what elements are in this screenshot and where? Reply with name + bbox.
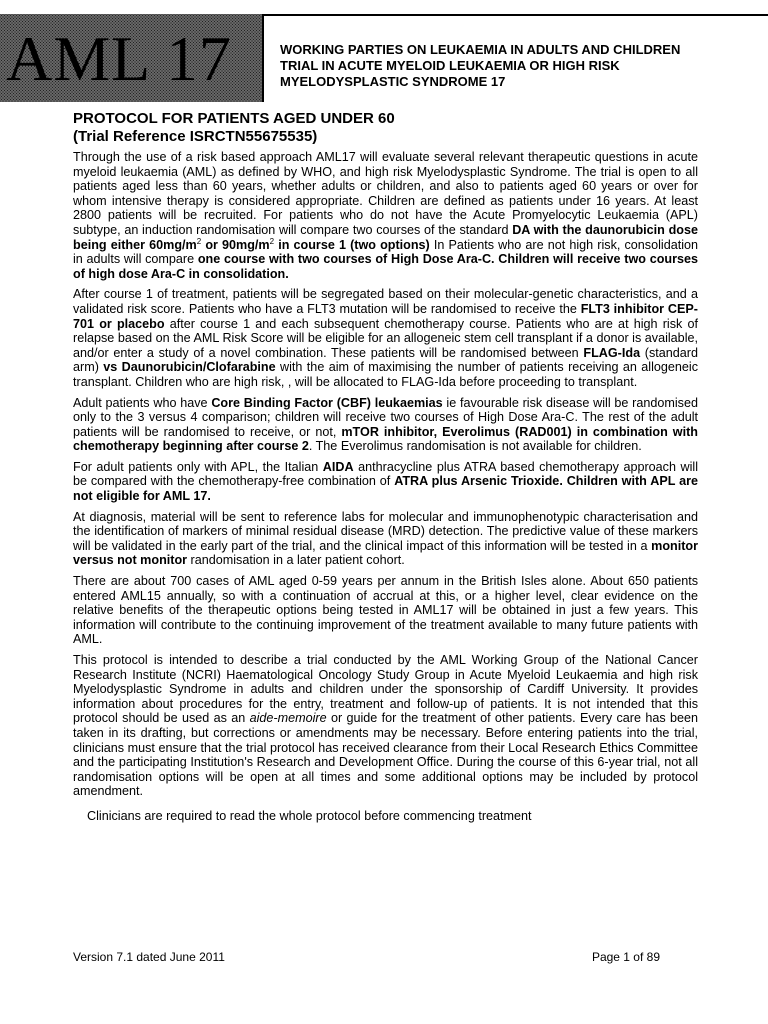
header-title-line: TRIAL IN ACUTE MYELOID LEUKAEMIA OR HIGH RISK — [280, 58, 620, 73]
header-title-line: WORKING PARTIES ON LEUKAEMIA IN ADULTS AND CHILDREN — [280, 42, 681, 57]
protocol-title: PROTOCOL FOR PATIENTS AGED UNDER 60 — [73, 110, 395, 127]
trial-reference: (Trial Reference ISRCTN55675535) — [73, 128, 318, 145]
header-rule-vertical — [262, 14, 264, 102]
header-title — [280, 42, 750, 90]
trial-logo: AML 17 — [6, 23, 232, 94]
document-body — [73, 110, 698, 824]
paragraph-overview: Through the use of a risk based approach AML17 will evaluate several relevant therapeutic questions in acute myeloid leukaemia (AML) as defined by WHO, and high risk Myelodysplastic Syndrome. The trial is open to all patients aged less than 60 years, whether adults or children, and also to patients aged 60 years or over for whom intensive therapy is considered appropriate. Children are defined as patients under 16 years. At least 2800 patients will be recruited. For patients who do not have the Acute Promyelocytic Leukaemia (APL) subtype, an induction randomisation will compare two courses of the standard DA with the daunorubicin dose being either $60mg/m^2$ or $90mg/m^2$ in course 1 (two options) In Patients who are not high risk, consolidation in adults will compare one course with two courses of High Dose Ara-C. Children will receive two courses of high dose Ara-C in consolidation. — [73, 150, 699, 281]
paragraph-diagnosis: At diagnosis, material will be sent to reference labs for molecular and immunophenotypic characterisation and the identification of markers of minimal residual disease (MRD) detection. The predictive value of these markers will be validated in the early part of the trial, and the clinical impact of this information will be tested in a monitor versus not monitor randomisation in a later patient cohort. — [73, 509, 698, 568]
paragraph-accrual: There are about 700 cases of AML aged 0-59 years per annum in the British Isles alone. About 650 patients entered AML15 annually, so with a continuation of accrual at this, or a higher level, clear evidence on the relative benefits of the therapeutic options being tested in AML17 will be obtained in just a few years. This information will contribute to the continuing improvement of the treatment available to many future patients with AML. — [73, 574, 698, 647]
header-title-line: MYELODYSPLASTIC SYNDROME 17 — [280, 74, 506, 89]
paragraph-disclaimer: This protocol is intended to describe a trial conducted by the AML Working Group of the National Cancer Research Institute (NCRI) Haematological Oncology Study Group in Acute Myeloid Leukaemia and high risk Myelodysplastic Syndrome in adults and children under the sponsorship of Cardiff University. It provides information about procedures for the entry, treatment and follow-up of patients. It is not intended that this protocol should be used as an aide-memoire or guide for the treatment of other patients. Every care has been taken in its drafting, but corrections or amendments may be necessary. Before entering patients into the trial, clinicians must ensure that the trial protocol has received clearance from their Local Research Ethics Committee and the participating Institution's Research and Development Office. During the course of this 6-year trial, not all randomisation options will be open at all times and some additional options may be included by protocol amendment. — [73, 653, 698, 799]
paragraph-cbf: Adult patients who have Core Binding Factor (CBF) leukaemias ie favourable risk disease will be randomised only to the 3 versus 4 comparison; children will receive two courses of High Dose Ara-C. The rest of the adult patients will be randomised to receive, or not, mTOR inhibitor, Everolimus (RAD001) in combination with chemotherapy beginning after course 2. The Everolimus randomisation is not available for children. — [73, 395, 698, 454]
page-number: Page 1 of 89 — [591, 950, 660, 964]
page-footer — [73, 950, 660, 964]
version-label: Version 7.1 dated June 2011 — [73, 950, 225, 964]
header-rule-horizontal — [262, 14, 768, 16]
closing-note: Clinicians are required to read the whole protocol before commencing treatment — [87, 808, 532, 823]
paragraph-risk-segregation: After course 1 of treatment, patients will be segregated based on their molecular-genetic characteristics, and a validated risk score. Patients who have a FLT3 mutation will be randomised to receive the FLT3 inhibitor CEP-701 or placebo after course 1 and each subsequent chemotherapy course. Patients who are at high risk of relapse based on the AML Risk Score will be eligible for an allogeneic stem cell transplant if a donor is available, and/or enter a study of a novel combination. These patients will be randomised between FLAG-Ida (standard arm) vs Daunorubicin/Clofarabine with the aim of maximising the number of patients receiving an allogeneic transplant. Children who are high risk, , will be allocated to FLAG-Ida before proceeding to transplant. — [73, 287, 699, 389]
paragraph-apl: For adult patients only with APL, the Italian AIDA anthracycline plus ATRA based chemotherapy approach will be compared with the chemotherapy-free combination of ATRA plus Arsenic Trioxide. Children with APL are not eligible for AML 17. — [73, 459, 698, 504]
